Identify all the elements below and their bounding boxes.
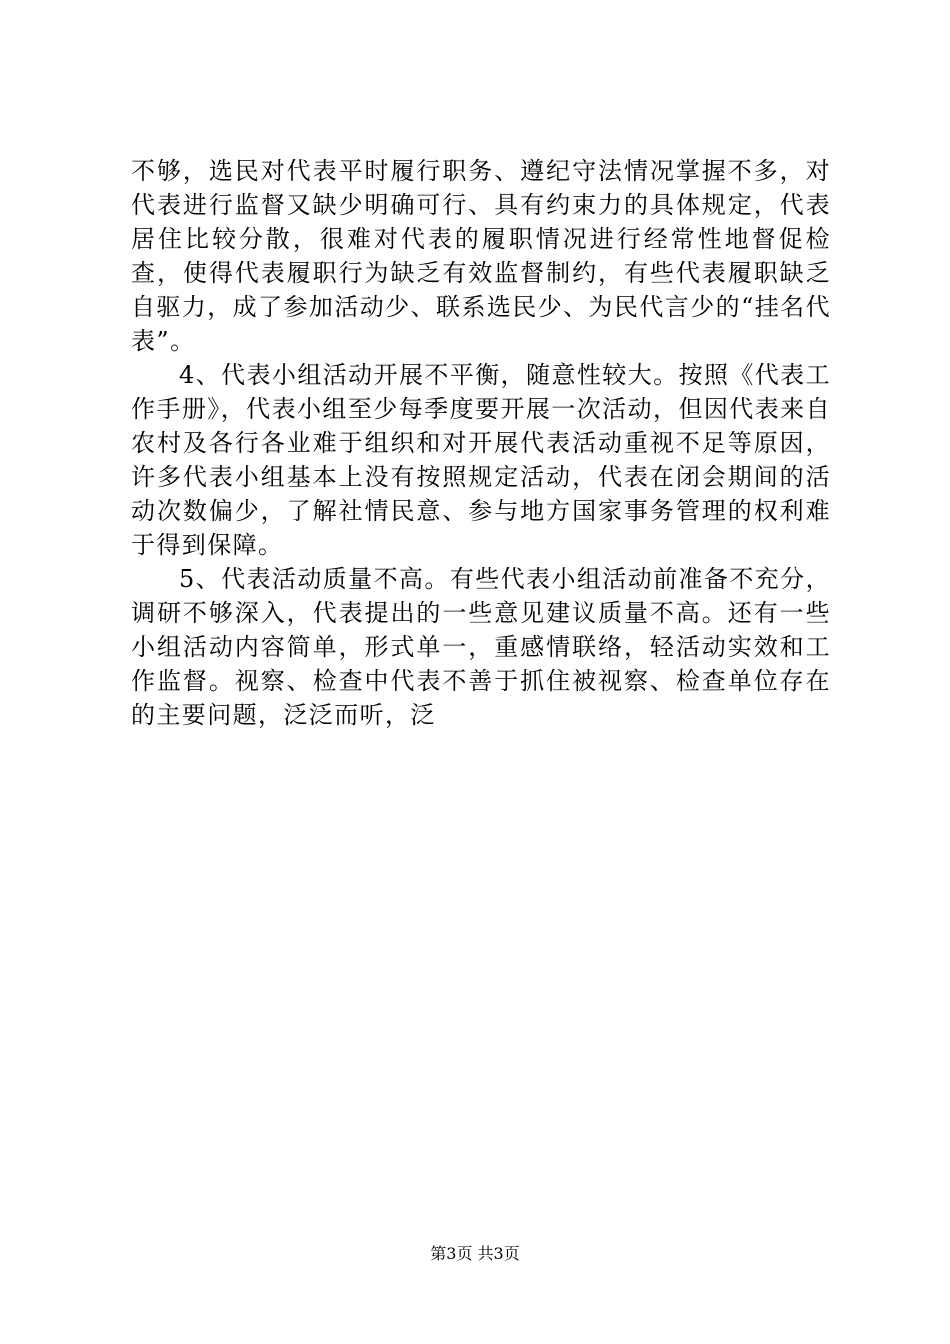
- page-number-footer: 第3页 共3页: [430, 1244, 520, 1263]
- paragraph-continuation: 不够，选民对代表平时履行职务、遵纪守法情况掌握不多，对代表进行监督又缺少明确可行、具有约束力的具体规定，代表居住比较分散，很难对代表的履职情况进行经常性地督促检查，使得代表履职行为缺乏有效监督制约，有些代表履职缺乏自驱力，成了参加活动少、联系选民少、为民代言少的“挂名代表”。: [131, 157, 831, 355]
- document-body: [131, 154, 831, 732]
- paragraph-item-5: 5、代表活动质量不高。有些代表小组活动前准备不充分，调研不够深入，代表提出的一些意见建议质量不高。还有一些小组活动内容简单，形式单一，重感情联络，轻活动实效和工作监督。视察、检查中代表不善于抓住被视察、检查单位存在的主要问题，泛泛而听，泛: [131, 565, 831, 729]
- paragraph-item-4: 4、代表小组活动开展不平衡，随意性较大。按照《代表工作手册》，代表小组至少每季度要开展一次活动，但因代表来自农村及各行各业难于组织和对开展代表活动重视不足等原因，许多代表小组基本上没有按照规定活动，代表在闭会期间的活动次数偏少，了解社情民意、参与地方国家事务管理的权利难于得到保障。: [131, 361, 831, 559]
